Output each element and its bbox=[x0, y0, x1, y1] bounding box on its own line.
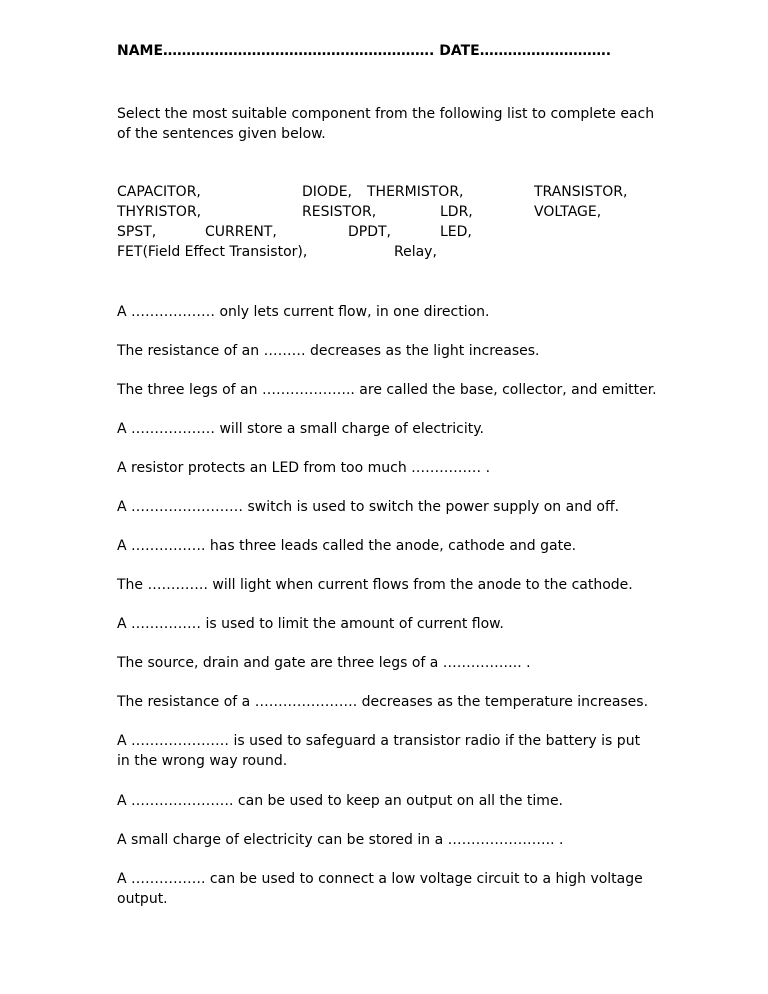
word-bank-item: CURRENT, bbox=[205, 224, 277, 240]
question-1: A ……………… only lets current flow, in one direction. bbox=[117, 304, 490, 320]
word-bank-item: DPDT, bbox=[348, 224, 392, 240]
question-6: A …………………… switch is used to switch the power supply on and off. bbox=[117, 499, 620, 515]
instructions-text: Select the most suitable component from the following list to complete each of the sentences given below. bbox=[117, 106, 655, 142]
word-bank-item: FET(Field Effect Transistor), bbox=[117, 244, 308, 260]
word-bank-item: LDR, bbox=[440, 204, 473, 220]
question-12: A ………………… is used to safeguard a transistor radio if the battery is put in the wrong way round. bbox=[117, 733, 641, 769]
question-5: A resistor protects an LED from too much …………… . bbox=[117, 460, 491, 476]
word-bank-item: THERMISTOR, bbox=[367, 184, 464, 200]
word-bank-item: SPST, bbox=[117, 224, 157, 240]
word-bank-item: TRANSISTOR, bbox=[534, 184, 628, 200]
word-bank-item: LED, bbox=[440, 224, 472, 240]
word-bank-item: DIODE, bbox=[302, 184, 353, 200]
word-bank-item: CAPACITOR, bbox=[117, 184, 201, 200]
question-10: The source, drain and gate are three legs of a …………….. . bbox=[117, 655, 531, 671]
question-14: A small charge of electricity can be stored in a ………………….. . bbox=[117, 832, 564, 848]
name-date-header: NAME…………………………………………………. DATE………………………. bbox=[117, 43, 612, 59]
question-7: A ……………. has three leads called the anode, cathode and gate. bbox=[117, 538, 577, 554]
question-15: A ……………. can be used to connect a low voltage circuit to a high voltage output. bbox=[117, 871, 643, 907]
question-11: The resistance of a …………………. decreases as the temperature increases. bbox=[117, 694, 649, 710]
question-2: The resistance of an ……… decreases as the light increases. bbox=[117, 343, 540, 359]
question-3: The three legs of an ……………….. are called the base, collector, and emitter. bbox=[117, 382, 657, 398]
word-bank-item: VOLTAGE, bbox=[534, 204, 602, 220]
word-bank-item: Relay, bbox=[394, 244, 437, 260]
question-8: The …………. will light when current flows from the anode to the cathode. bbox=[117, 577, 633, 593]
question-4: A ……………… will store a small charge of electricity. bbox=[117, 421, 484, 437]
word-bank-item: RESISTOR, bbox=[302, 204, 377, 220]
word-bank bbox=[117, 182, 628, 262]
question-9: A …………… is used to limit the amount of current flow. bbox=[117, 616, 504, 632]
word-bank-item: THYRISTOR, bbox=[117, 204, 202, 220]
question-13: A …………………. can be used to keep an output on all the time. bbox=[117, 793, 564, 809]
